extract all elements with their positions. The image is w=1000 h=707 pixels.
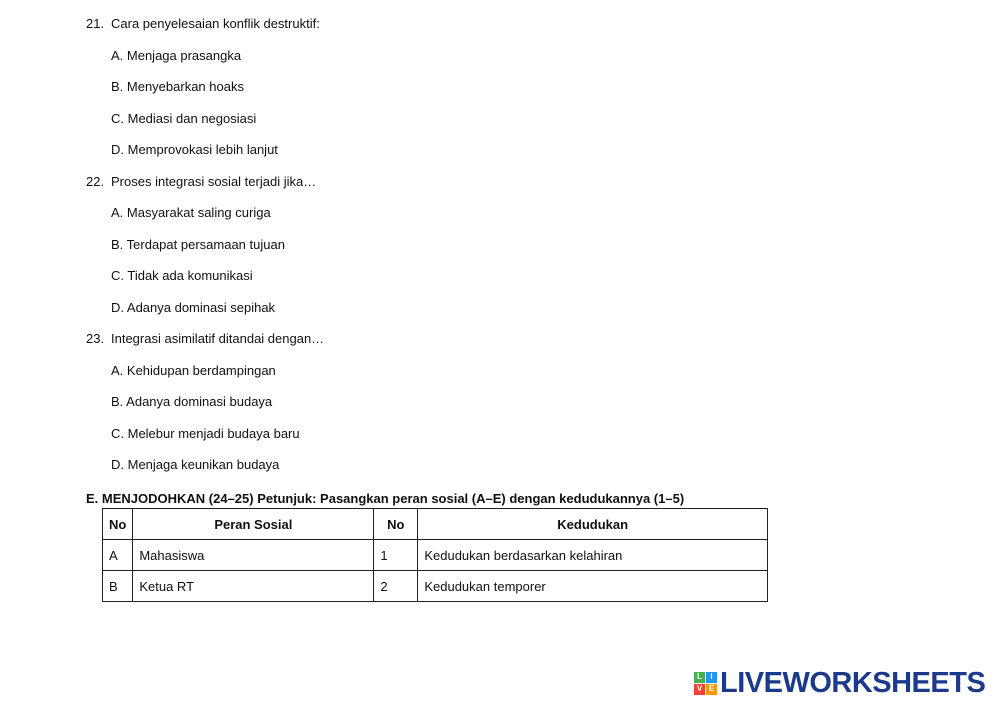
table-cell: Mahasiswa [133,540,374,571]
live-logo-icon [694,672,717,695]
question-text: Cara penyelesaian konflik destruktif: [111,16,320,31]
table-cell: B [103,571,133,602]
option-23-c: C. Melebur menjadi budaya baru [111,426,300,441]
question-23 [86,331,324,347]
header-no-2: No [374,509,418,540]
option-23-a: A. Kehidupan berdampingan [111,363,276,378]
logo-letter: L [694,672,705,683]
option-22-c: C. Tidak ada komunikasi [111,268,253,283]
table-row [103,571,768,602]
matching-table [102,508,768,602]
table-cell: 1 [374,540,418,571]
option-22-b: B. Terdapat persamaan tujuan [111,237,285,252]
question-number: 21. [86,16,105,31]
option-22-a: A. Masyarakat saling curiga [111,205,271,220]
question-number: 23. [86,331,105,346]
logo-letter: I [706,672,717,683]
table-cell: 2 [374,571,418,602]
section-e-title: E. MENJODOHKAN (24–25) Petunjuk: Pasangkan peran sosial (A–E) dengan kedudukannya (1–5) [86,491,685,506]
option-21-b: B. Menyebarkan hoaks [111,79,244,94]
logo-text: LIVEWORKSHEETS [720,666,986,699]
question-21 [86,16,320,32]
option-23-d: D. Menjaga keunikan budaya [111,457,280,472]
option-22-d: D. Adanya dominasi sepihak [111,300,276,315]
header-peran-sosial: Peran Sosial [133,509,374,540]
table-header-row [103,509,768,540]
logo-letter: E [706,684,717,695]
table-cell: A [103,540,133,571]
question-number: 22. [86,174,105,189]
option-21-d: D. Memprovokasi lebih lanjut [111,142,278,157]
table-row [103,540,768,571]
option-23-b: B. Adanya dominasi budaya [111,394,273,409]
header-no: No [103,509,133,540]
table-cell: Ketua RT [133,571,374,602]
question-text: Proses integrasi sosial terjadi jika… [111,174,317,189]
question-22 [86,174,316,190]
option-21-a: A. Menjaga prasangka [111,48,242,63]
question-text: Integrasi asimilatif ditandai dengan… [111,331,325,346]
liveworksheets-logo[interactable] [694,668,985,698]
logo-letter: V [694,684,705,695]
option-21-c: C. Mediasi dan negosiasi [111,111,257,126]
table-cell: Kedudukan temporer [418,571,768,602]
table-cell: Kedudukan berdasarkan kelahiran [418,540,768,571]
header-kedudukan: Kedudukan [418,509,768,540]
